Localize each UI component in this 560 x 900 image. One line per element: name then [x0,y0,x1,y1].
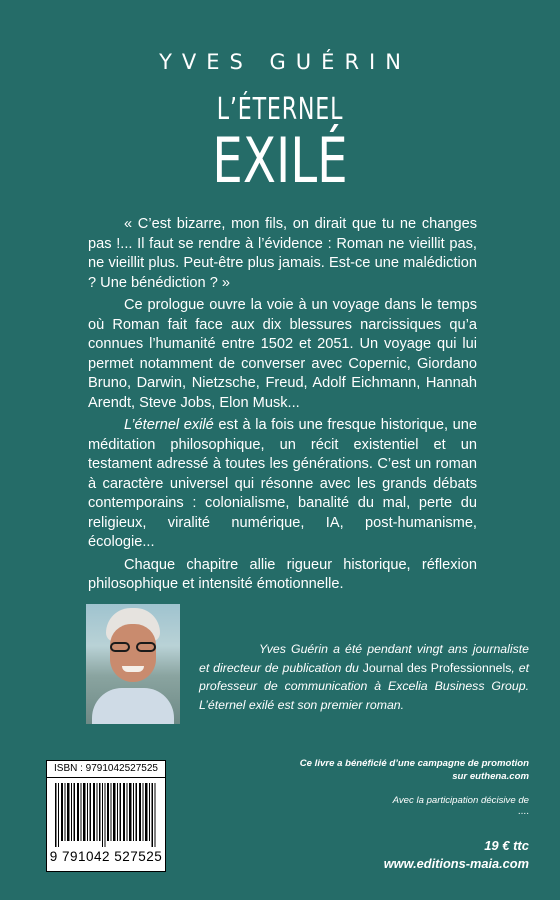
barcode-bars [53,783,159,847]
book-title-italic: L’éternel exilé [124,417,214,433]
title-line-2: EXILÉ [212,124,348,197]
promo-line-2: sur euthena.com [452,771,529,782]
title-line-1: L’ÉTERNEL [216,92,344,127]
barcode-digits: 9 791042 527525 [49,849,163,864]
blurb-paragraph-2: Ce prologue ouvre la voie à un voyage dans le temps où Roman fait face aux dix blessures narcissiques qu’a connues l’humanité entre 1502 et 2051. Un voyage qui lui permet notamment de converser avec Copernic, Giordano Bruno, Darwin, Nietzsche, Freud, Adolf Eichmann, Hannah Arendt, Steve Jobs, Elon Musk... [88,297,477,411]
blurb [88,215,477,598]
blurb-paragraph-1: « C’est bizarre, mon fils, on dirait que tu ne changes pas !... Il faut se rendre à l’évidence : Roman ne vieillit pas, ne vieillit plus. Peut-être plus jamais. Est-ce une malédiction ? Une bénédiction ? » [88,216,477,291]
author-photo [86,604,180,724]
isbn-label: ISBN : 9791042527525 [47,761,165,778]
publisher-website: www.editions-maia.com [383,856,529,871]
barcode-box [46,760,166,872]
blurb-paragraph-4: Chaque chapitre allie rigueur historique, réflexion philosophique et intensité émotionnelle. [88,556,477,592]
bio-text-1: Yves Guérin a été pendant vingt ans journaliste et directeur de publication du [199,642,529,675]
blurb-paragraph-3 [88,416,477,553]
bio-text-2: , et professeur de communication à Excelia Business Group. L’éternel exilé est son premier roman. [199,660,529,712]
author-name: YVES GUÉRIN [159,50,411,74]
participation-text: Avec la participation décisive de [392,795,529,806]
participation-dots: .... [517,806,529,817]
author-bio [199,640,529,714]
promo-line-1: Ce livre a bénéficié d’une campagne de promotion [299,758,529,769]
promo-text [269,757,529,783]
price: 19 € ttc [484,838,529,853]
blurb-paragraph-3-text: est à la fois une fresque historique, une méditation philosophique, un récit existentiel et un testament adressé à toutes les générations. C’est un roman à caractère universel qui résonne avec les grands débats contemporains : colonialisme, banalité du mal, perte du religieux, viralité numérique, IA, post-humanisme, écologie... [88,417,477,550]
bio-journal-name: Journal des Professionnels [362,660,512,675]
